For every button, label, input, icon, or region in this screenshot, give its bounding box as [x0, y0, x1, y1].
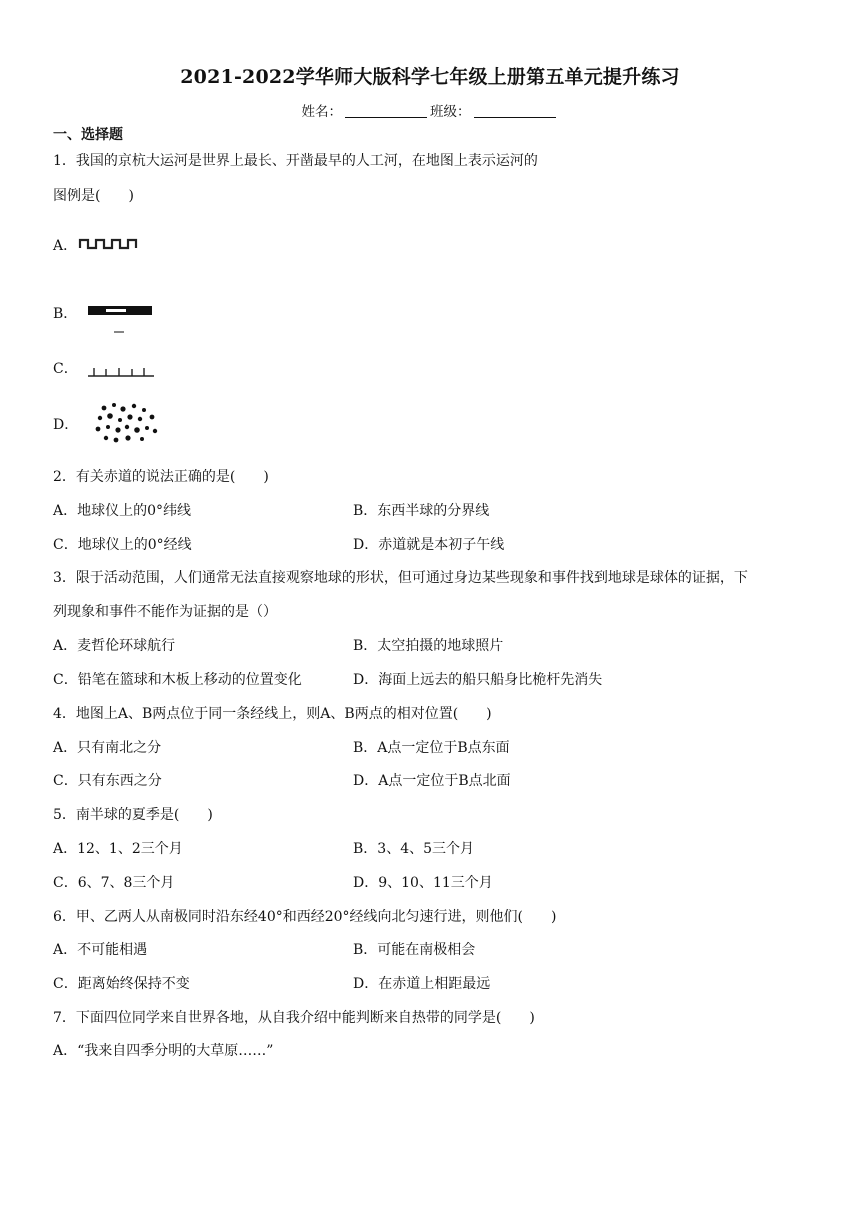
q1-stem-line2: 图例是( )	[53, 188, 134, 204]
q4-option-a: A．只有南北之分	[53, 740, 162, 756]
section-heading: 一、选择题	[53, 127, 123, 143]
q1-option-a-label: A．	[53, 238, 78, 254]
q1-option-c-label: C．	[53, 361, 78, 377]
q7-stem: 7．下面四位同学来自世界各地，从自我介绍中能判断来自热带的同学是( )	[53, 1010, 535, 1026]
q1-stem-line1: 1．我国的京杭大运河是世界上最长、开凿最早的人工河，在地图上表示运河的	[53, 153, 538, 169]
q5-option-c: C．6、7、8三个月	[53, 875, 175, 891]
canal-legend-icon	[78, 232, 142, 254]
q2-option-d: D．赤道就是本初子午线	[353, 537, 505, 553]
student-info-line	[0, 100, 860, 120]
q3-stem-line2: 列现象和事件不能作为证据的是（）	[53, 604, 277, 620]
q4-option-b: B．A点一定位于B点东面	[353, 740, 510, 756]
q6-option-b: B．可能在南极相会	[353, 942, 476, 958]
class-blank[interactable]	[474, 117, 556, 118]
q5-option-b: B．3、4、5三个月	[353, 841, 475, 857]
page-title: 2021-2022学华师大版科学七年级上册第五单元提升练习	[180, 66, 680, 88]
q5-stem: 5．南半球的夏季是( )	[53, 807, 213, 823]
q3-option-a: A．麦哲伦环球航行	[53, 638, 176, 654]
q7-option-a: A．“我来自四季分明的大草原……”	[53, 1043, 274, 1059]
class-label: 班级：	[430, 104, 471, 120]
q5-option-d: D．9、10、11三个月	[353, 875, 493, 891]
q5-option-a: A．12、1、2三个月	[53, 841, 183, 857]
boundary-legend-icon	[86, 365, 156, 379]
dots-legend-icon	[92, 400, 162, 444]
q1-option-d-label: D．	[53, 417, 79, 433]
q6-option-c: C．距离始终保持不变	[53, 976, 190, 992]
q3-option-c: C．铅笔在篮球和木板上移动的位置变化	[53, 672, 302, 688]
name-blank[interactable]	[345, 117, 427, 118]
q2-option-a: A．地球仪上的0°纬线	[53, 503, 192, 519]
q6-stem: 6．甲、乙两人从南极同时沿东经40°和西经20°经线向北匀速行进，则他们( )	[53, 909, 557, 925]
q4-option-c: C．只有东西之分	[53, 773, 162, 789]
railway-legend-icon	[86, 303, 156, 337]
q3-option-b: B．太空拍摄的地球照片	[353, 638, 504, 654]
q6-option-d: D．在赤道上相距最远	[353, 976, 491, 992]
q2-stem: 2．有关赤道的说法正确的是( )	[53, 469, 269, 485]
name-label: 姓名：	[301, 104, 342, 120]
q2-option-c: C．地球仪上的0°经线	[53, 537, 192, 553]
q3-option-d: D．海面上远去的船只船身比桅杆先消失	[353, 672, 603, 688]
q2-option-b: B．东西半球的分界线	[353, 503, 490, 519]
q4-option-d: D．A点一定位于B点北面	[353, 773, 511, 789]
q6-option-a: A．不可能相遇	[53, 942, 148, 958]
q4-stem: 4．地图上A、B两点位于同一条经线上，则A、B两点的相对位置( )	[53, 706, 492, 722]
q3-stem-line1: 3．限于活动范围，人们通常无法直接观察地球的形状，但可通过身边某些现象和事件找到地球是球体的证据，下	[53, 570, 748, 586]
q1-option-b-label: B．	[53, 306, 78, 322]
